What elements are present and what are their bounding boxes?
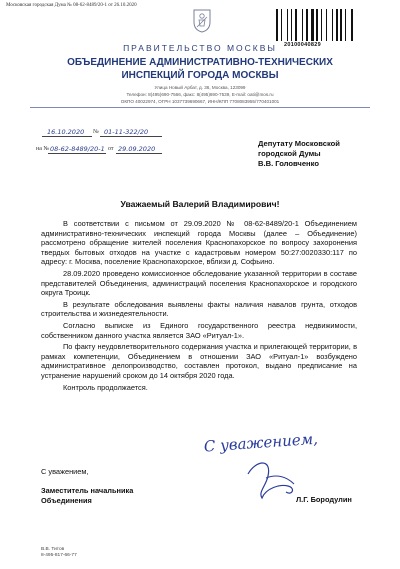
- date-underline: [42, 136, 92, 137]
- requisites-line: ОКПО 40022974, ОГРН 1037739690667, ИНН/КПП 7708083955/770401001: [120, 99, 280, 104]
- barcode-bar: [311, 9, 314, 41]
- paragraph: Контроль продолжается.: [63, 382, 148, 392]
- contacts-line: Телефон: 8(495)690-7566, факс: 8(495)690-7539, E-mail: oati@mos.ru: [126, 92, 274, 97]
- paragraph: Согласно выписке из Единого государственного реестра недвижимости, собственником данного участка является ЗАО «Ритуал-1».: [41, 320, 357, 340]
- barcode-bar: [316, 9, 318, 41]
- author-info: [41, 547, 77, 559]
- paragraph: В соответствии с письмом от 29.09.2020 № 08-62-8489/20-1 Объединением административно-технических инспекций города Москвы (далее – Объединение) рассмотрено обращение жителей поселения Краснопахорское по вопросу захоронения твердых бытовых отходов на участке с кадастровым номером 50:27:0020330:117 по адресу: г. Москва, поселение Краснопахорское, вблизи д. Софьино.: [41, 219, 357, 267]
- paragraph: В результате обследования выявлены факты наличия навалов грунта, отходов строительства и жизнедеятельности.: [41, 299, 357, 319]
- position-line2: Объединения: [41, 495, 92, 505]
- closing-text: С уважением,: [41, 467, 89, 476]
- address-line: Улица Новый Арбат, д. 36, Москва, 123099: [154, 85, 246, 90]
- barcode-bar: [345, 9, 346, 41]
- barcode-bar: [287, 9, 288, 41]
- barcode-bar: [291, 9, 292, 41]
- number-sign-label: №: [93, 129, 99, 135]
- incoming-number: 08-62-8489/20-1: [50, 145, 105, 153]
- paragraph: По факту неудовлетворительного содержания участка и прилегающей территории, в рамках компетенции, Объединением в отношении ЗАО «Ритуал-1» возбуждено административное делопроизводство, составлен протокол, выдано предписание на устранение нарушений сроком до 14 октября 2020 года.: [41, 342, 357, 380]
- government-title: ПРАВИТЕЛЬСТВО МОСКВЫ: [123, 43, 277, 53]
- handwritten-signature: [196, 426, 326, 506]
- recipient-line2: городской Думы: [258, 149, 321, 158]
- barcode-bar: [332, 9, 333, 41]
- incoming-date: 29.09.2020: [118, 145, 156, 153]
- recipient-line3: В.В. Головченко: [258, 159, 319, 168]
- incoming-date-underline: [116, 153, 162, 154]
- signature-greeting: С уважением,: [203, 429, 319, 456]
- barcode-bar: [336, 9, 338, 41]
- barcode-bar: [321, 9, 322, 41]
- barcode-bar: [281, 9, 282, 41]
- recipient-block: [258, 139, 340, 169]
- barcode: [276, 9, 366, 47]
- author-phone: 8-495-817-66-77: [41, 553, 77, 558]
- barcode-bar: [276, 9, 278, 41]
- salutation: Уважаемый Валерий Владимирович!: [120, 199, 280, 209]
- from-label: от: [108, 146, 114, 152]
- letter-body: [41, 219, 357, 392]
- organization-name-line2: ИНСПЕКЦИЙ ГОРОДА МОСКВЫ: [121, 70, 279, 81]
- letterhead-divider: [30, 107, 370, 108]
- recipient-line1: Депутату Московской: [258, 139, 340, 148]
- barcode-bar: [340, 9, 342, 41]
- signer-name: Л.Г. Бородулин: [296, 495, 352, 504]
- barcode-bar: [351, 9, 353, 41]
- registration-stamp-line: Московская городская Дума № 08-62-8489/20-1 от 26.10.2020: [6, 3, 137, 8]
- barcode-bar: [295, 9, 297, 41]
- organization-name-line1: ОБЪЕДИНЕНИЕ АДМИНИСТРАТИВНО-ТЕХНИЧЕСКИХ: [67, 57, 333, 68]
- signer-position: [41, 486, 133, 505]
- paragraph: 28.09.2020 проведено комиссионное обследование указанной территории в составе представителей Объединения, администраций поселения Краснопахорское и городского округа Троицк.: [41, 268, 357, 298]
- barcode-number: 20100040829: [284, 42, 321, 48]
- barcode-bar: [302, 9, 303, 41]
- number-underline: [100, 136, 162, 137]
- outgoing-number: 01-11-322/20: [104, 128, 149, 136]
- barcode-bar: [306, 9, 308, 41]
- position-line1: Заместитель начальника: [41, 486, 134, 495]
- outgoing-date: 16.10.2020: [47, 128, 85, 136]
- barcode-bar: [326, 9, 327, 41]
- incoming-number-underline: [48, 153, 106, 154]
- author-name: В.В. Титов: [41, 547, 65, 552]
- moscow-emblem-icon: [193, 9, 211, 33]
- reply-to-label: на №: [36, 146, 50, 152]
